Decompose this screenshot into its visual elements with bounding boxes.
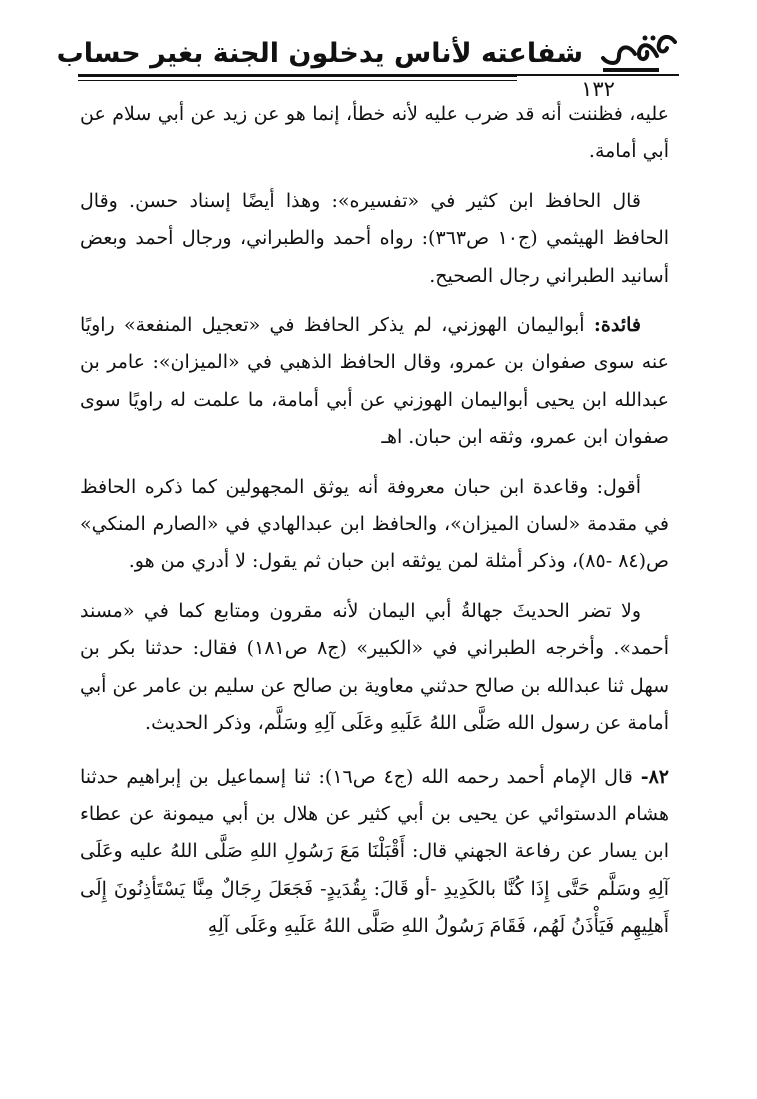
paragraph-faidah: [80, 307, 669, 457]
faidah-text: أبواليمان الهوزني، لم يذكر الحافظ في «تعجيل المنفعة» راويًا عنه سوى صفوان بن عمرو، وقال الحافظ الذهبي في «الميزان»: عامر بن عبدالله ابن يحيى أبواليمان الهوزني عن أبي أمامة، ما علمت له راويًا سوى صفوان ابن عمرو، وثقه ابن حبان. اهـ: [80, 314, 669, 449]
page-number: ١٣٢: [517, 76, 679, 102]
paragraph-jahalah: ولا تضر الحديثَ جهالةُ أبي اليمان لأنه مقرون ومتابع كما في «مسند أحمد». وأخرجه الطبراني في «الكبير» (ج٨ ص١٨١) فقال: حدثنا بكر بن سهل ثنا عبدالله بن صالح حدثني معاوية بن صالح عن سليم بن عامر عن أبي أمامة عن رسول الله صَلَّى اللهُ عَلَيهِ وعَلَى آلِهِ وسَلَّم، وذكر الحديث.: [80, 599, 670, 735]
paragraph-aqoul: أقول: وقاعدة ابن حبان معروفة أنه يوثق المجهولين كما ذكره الحافظ في مقدمة «لسان الميزان»، والحافظ ابن عبدالهادي في «الصارم المنكي» ص(٨٤ -٨٥)، وذكر أمثلة لمن يوثقه ابن حبان ثم يقول: لا أدري من هو.: [80, 475, 669, 573]
page-body: [80, 96, 669, 958]
running-head-title: شفاعته لأناس يدخلون الجنة بغير حساب: [56, 38, 583, 69]
hadith-number: ٨٢-: [640, 765, 670, 788]
page-header: [56, 28, 679, 101]
book-logo-calligraphy: [599, 30, 679, 78]
faidah-label: فائدة:: [593, 314, 642, 337]
paragraph-continuation: عليه، فظننت أنه قد ضرب عليه لأنه خطأ، إنما هو عن زيد عن أبي سلام عن أبي أمامة.: [80, 103, 669, 163]
hadith-82: [80, 759, 669, 946]
hadith-text: قال الإمام أحمد رحمه الله (ج٤ ص١٦): ثنا إسماعيل بن إبراهيم حدثنا هشام الدستوائي عن يحيى بن أبي كثير عن هلال بن أبي ميمونة عن عطاء ابن يسار عن رفاعة الجهني قال: أَقْبَلْنَا مَعَ رَسُولِ اللهِ صَلَّى اللهُ عليه وعَلَى آلِهِ وسَلَّم حَتَّى إِذَا كُنَّا بالكَدِيدِ -أو قَالَ: بِقُدَيدٍ- فَجَعَلَ رِجَالٌ مِنَّا يَسْتَأذِنُونَ إِلَى أَهلِيهِم فَيَأْذَنُ لَهُم، فَقَامَ رَسُولُ اللهِ صَلَّى اللهُ عَلَيهِ وعَلَى آلِهِ: [80, 765, 669, 938]
paragraph-ibn-kathir: قال الحافظ ابن كثير في «تفسيره»: وهذا أيضًا إسناد حسن. وقال الحافظ الهيثمي (ج١٠ ص٣٦٣): رواه أحمد والطبراني، ورجال أحمد وبعض أسانيد الطبراني رجال الصحيح.: [80, 189, 670, 287]
